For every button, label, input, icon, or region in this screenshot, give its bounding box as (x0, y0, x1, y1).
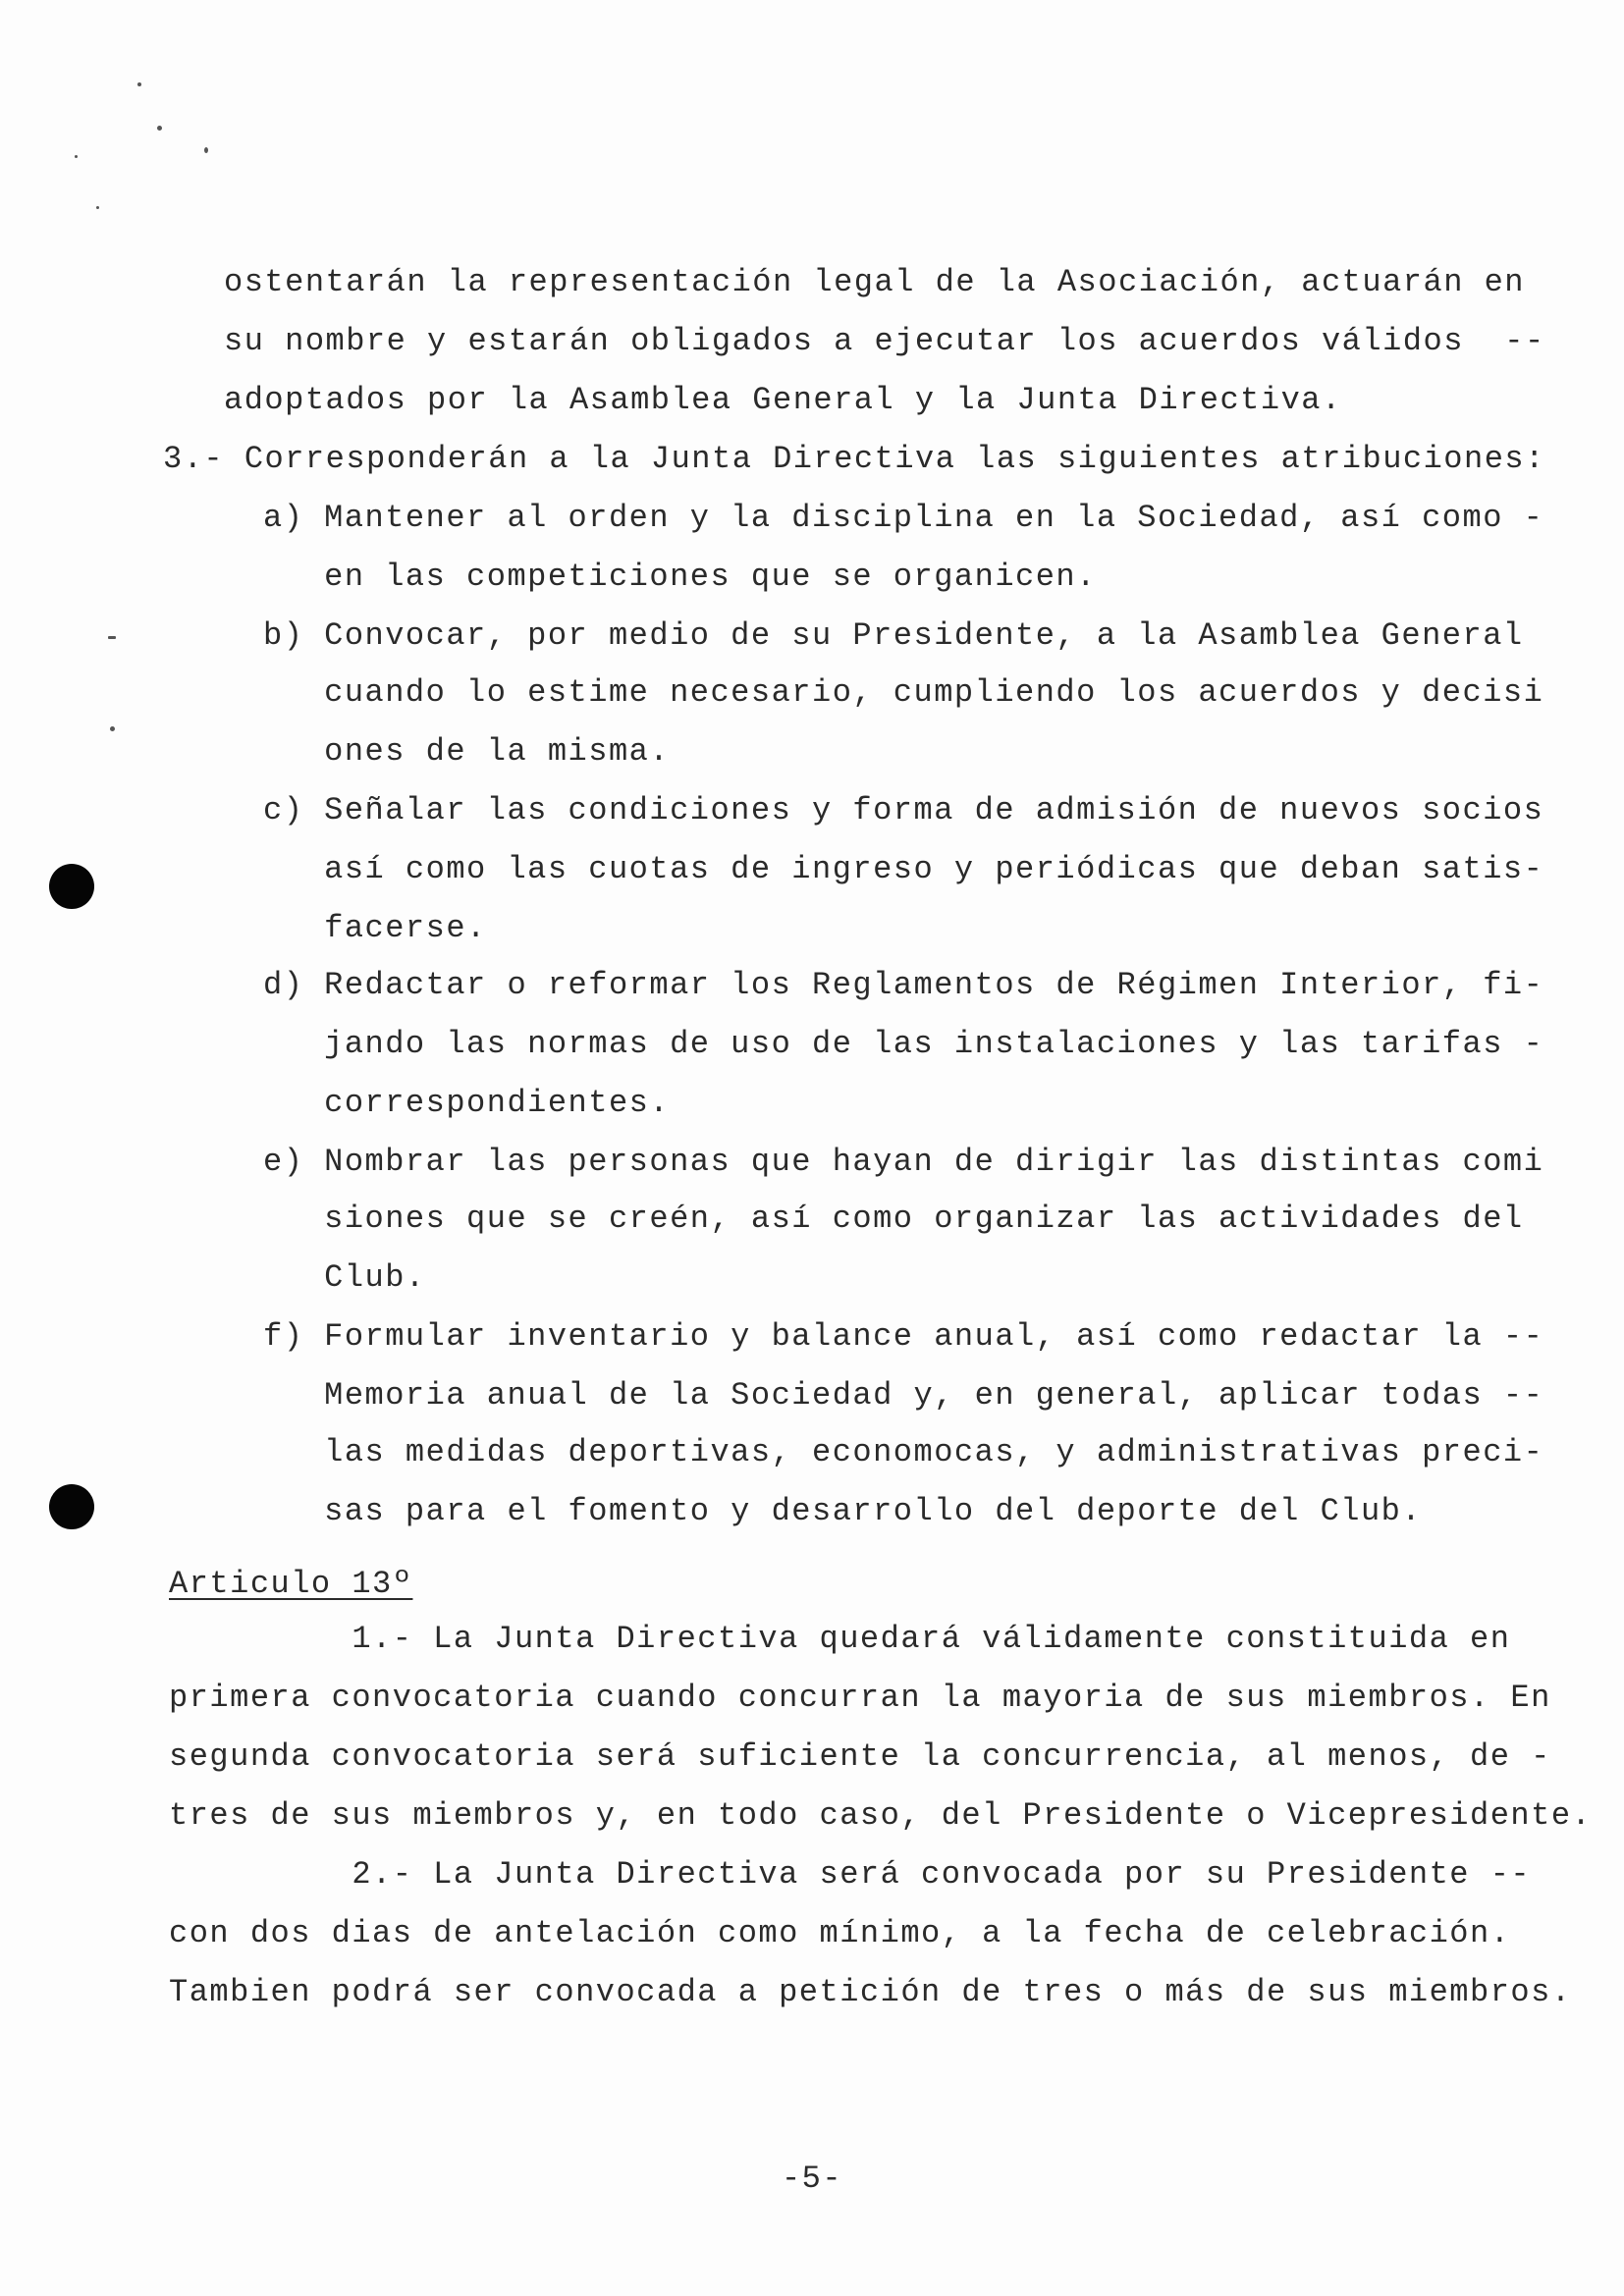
list-item-d-line: correspondientes. (263, 1085, 671, 1121)
list-item-d-line: d) Redactar o reformar los Reglamentos de Régimen Interior, fi- (263, 967, 1544, 1003)
section-3-line: 3.- Corresponderán a la Junta Directiva las siguientes atribuciones: (163, 441, 1545, 477)
scan-speck (137, 82, 141, 86)
article-heading: Articulo 13º (169, 1566, 413, 1602)
article-line: 1.- La Junta Directiva quedará válidamente constituida en (169, 1621, 1511, 1657)
list-item-f-line: f) Formular inventario y balance anual, así como redactar la -- (263, 1318, 1544, 1355)
body-line: su nombre y estarán obligados a ejecutar los acuerdos válidos -- (224, 323, 1545, 359)
list-item-b-line: cuando lo estime necesario, cumpliendo los acuerdos y decisi (263, 674, 1544, 711)
article-line: 2.- La Junta Directiva será convocada por su Presidente -- (169, 1856, 1532, 1893)
scan-speck (157, 126, 162, 131)
scan-speck (204, 147, 208, 153)
list-item-f-line: las medidas deportivas, economocas, y administrativas preci- (263, 1434, 1544, 1470)
list-item-e-line: e) Nombrar las personas que hayan de dirigir las distintas comi (263, 1144, 1544, 1180)
list-item-c-line: así como las cuotas de ingreso y periódicas que deban satis- (263, 851, 1544, 887)
body-line: ostentarán la representación legal de la Asociación, actuarán en (224, 264, 1525, 300)
article-line: segunda convocatoria será suficiente la concurrencia, al menos, de - (169, 1738, 1551, 1775)
list-item-d-line: jando las normas de uso de las instalaciones y las tarifas - (263, 1026, 1544, 1062)
list-item-a-line: a) Mantener al orden y la disciplina en la Sociedad, así como - (263, 500, 1544, 536)
scan-speck (96, 206, 99, 209)
list-item-f-line: Memoria anual de la Sociedad y, en general, aplicar todas -- (263, 1377, 1544, 1414)
list-item-f-line: sas para el fomento y desarrollo del deporte del Club. (263, 1493, 1423, 1529)
list-item-b-line: b) Convocar, por medio de su Presidente, a la Asamblea General (263, 617, 1524, 654)
article-line: Tambien podrá ser convocada a petición de tres o más de sus miembros. (169, 1974, 1572, 2010)
list-item-c-line: facerse. (263, 910, 487, 946)
scan-speck (108, 636, 116, 639)
page-number: -5- (781, 2161, 843, 2197)
punch-hole-bottom (49, 1484, 94, 1529)
list-item-c-line: c) Señalar las condiciones y forma de admisión de nuevos socios (263, 792, 1544, 828)
article-line: primera convocatoria cuando concurran la mayoria de sus miembros. En (169, 1680, 1551, 1716)
list-item-e-line: Club. (263, 1259, 426, 1296)
scan-speck (110, 726, 115, 731)
list-item-a-line: en las competiciones que se organicen. (263, 559, 1097, 595)
list-item-e-line: siones que se creén, así como organizar las actividades del (263, 1201, 1524, 1237)
punch-hole-top (49, 864, 94, 909)
body-line: adoptados por la Asamblea General y la Junta Directiva. (224, 382, 1342, 418)
list-item-b-line: ones de la misma. (263, 733, 671, 770)
scan-speck (75, 155, 78, 158)
article-line: tres de sus miembros y, en todo caso, del Presidente o Vicepresidente. (169, 1797, 1593, 1834)
article-line: con dos dias de antelación como mínimo, a la fecha de celebración. (169, 1915, 1511, 1951)
